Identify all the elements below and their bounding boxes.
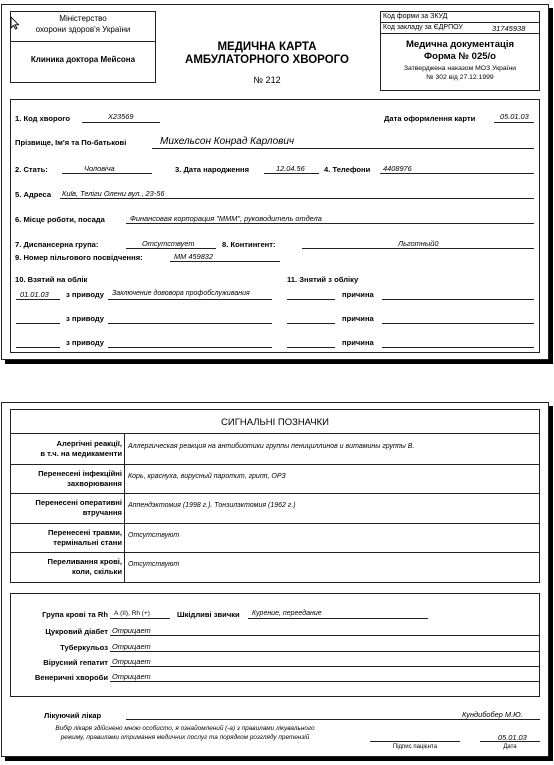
card-date-label: Дата оформлення карти	[384, 114, 476, 123]
phone-label: 4. Телефони	[324, 165, 371, 174]
zkud-label: Код форми за ЗКУД	[383, 13, 448, 20]
habits-label: Шкідливі звички	[177, 610, 240, 619]
approved-note: Затверджена наказом МОЗ України № 302 від 27.12.1999	[403, 65, 517, 81]
taken-date[interactable]: 01.01.03	[20, 290, 49, 299]
edrpou-label: Код закладу за ЄДРПОУ	[383, 24, 463, 31]
address-value[interactable]: Київ, Теліги Олени вул., 23-56	[62, 189, 165, 198]
disease-value[interactable]: Отрицает	[112, 657, 151, 666]
edrpou-value: 31745938	[492, 24, 526, 33]
dispensary-label: 7. Диспансерна група:	[15, 240, 99, 249]
benefit-value[interactable]: ММ 459832	[174, 252, 214, 261]
benefit-label: 9. Номер пільгового посвідчення:	[15, 253, 143, 262]
signal-value[interactable]: Корь, краснуха, вирусный паротит, грипп, ОРЗ	[128, 473, 286, 480]
signal-value[interactable]: Аппендэктомия (1998 г.). Тонзилэктомия (1962 г.)	[128, 502, 296, 509]
disease-value[interactable]: Отрицает	[112, 672, 151, 681]
disease-label: Туберкульоз	[60, 643, 108, 652]
full-name[interactable]: Михельсон Конрад Карлович	[160, 136, 295, 147]
patient-code-label: 1. Код хворого	[15, 114, 70, 123]
sex-value[interactable]: Чоловіча	[84, 164, 115, 173]
signal-label: Перенесені травми, термінальні стани	[47, 528, 122, 547]
card-date[interactable]: 05.01.03	[500, 112, 529, 121]
dob-value[interactable]: 12.04.56	[276, 164, 305, 173]
work-value[interactable]: Финансовая корпорация "МММ", руководитель отдела	[130, 214, 322, 223]
card-page-front	[1, 4, 549, 360]
patient-code[interactable]: Х23569	[108, 112, 134, 121]
removed-cause-label-1: причина	[342, 290, 374, 299]
sex-label: 2. Стать:	[15, 165, 48, 174]
card-number: № 212	[253, 75, 281, 85]
taken-reason-1[interactable]: Заключение дововора профобслуживания	[112, 290, 250, 297]
blood-group-label: Група крові та Rh	[42, 610, 108, 619]
patient-signature-caption: Підпис пацієнта	[392, 744, 438, 750]
removed-cause-label-3: причина	[342, 338, 374, 347]
date-caption: Дата	[503, 744, 517, 750]
signal-label: Переливання крові, коли, скільки	[47, 557, 122, 576]
phone-value[interactable]: 4408976	[383, 164, 412, 173]
full-name-label: Прізвище, Ім'я та По-батькові	[15, 138, 127, 147]
clinic-name: Клиника доктора Мейсона	[30, 55, 136, 64]
disease-label: Цукровий діабет	[45, 627, 108, 636]
signal-label: Алергічні реакції, в т.ч. на медикаменти	[40, 439, 122, 458]
form-number: Форма № 025/о	[424, 51, 496, 62]
habits-value[interactable]: Курение, переедание	[252, 610, 322, 617]
disease-value[interactable]: Отрицает	[112, 642, 151, 651]
ministry-name: Міністерство охорони здоров'я України	[35, 14, 131, 34]
signal-label: Перенесені інфекційні захворювання	[38, 469, 122, 488]
doc-title: Медична документація	[406, 39, 514, 50]
disease-label: Венеричні хвороби	[34, 673, 108, 682]
dispensary-value[interactable]: Отсутствует	[142, 239, 195, 248]
removed-label: 11. Знятий з обліку	[287, 275, 359, 284]
card-title: МЕДИЧНА КАРТА АМБУЛАТОРНОГО ХВОРОГО	[185, 41, 349, 66]
contingent-label: 8. Контингент:	[222, 240, 276, 249]
work-label: 6. Місце роботи, посада	[15, 215, 105, 224]
signals-title: СИГНАЛЬНІ ПОЗНАЧКИ	[221, 417, 329, 428]
taken-reason-label-3: з приводу	[66, 338, 105, 347]
card-page-back	[1, 402, 549, 757]
signal-value[interactable]: Отсутствуют	[128, 532, 180, 539]
disease-label: Вірусний гепатит	[43, 658, 108, 667]
mouse-cursor-icon	[10, 16, 20, 30]
address-label: 5. Адреса	[15, 190, 52, 199]
contingent-value[interactable]: Льготный0	[398, 239, 439, 248]
signal-value[interactable]: Аллергическая реакция на антибиотики группы пенициллинов и витамины группы В.	[128, 443, 415, 450]
blood-group-value[interactable]: А (ІІ), Rh (+)	[114, 610, 150, 617]
dob-label: 3. Дата народження	[175, 165, 250, 174]
removed-cause-label-2: причина	[342, 314, 374, 323]
taken-label: 10. Взятий на облік	[15, 275, 88, 284]
doctor-value[interactable]: Кундибобер М.Ю.	[462, 710, 523, 719]
signal-label: Перенесені оперативні втручання	[35, 498, 122, 517]
taken-reason-label-2: з приводу	[66, 314, 105, 323]
signal-value[interactable]: Отсутствуют	[128, 561, 180, 568]
taken-reason-label-1: з приводу	[66, 290, 105, 299]
disease-value[interactable]: Отрицает	[112, 626, 151, 635]
sign-date[interactable]: 05.01.03	[498, 733, 527, 742]
consent-text: Вибір лікаря здійснено мною особисто, я ознайомлений (-а) з правилами лікувального режиму, правилами отримання медичних послуг та порядком розгляду претензій	[55, 725, 315, 741]
doctor-label: Лікуючий лікар	[44, 711, 102, 720]
